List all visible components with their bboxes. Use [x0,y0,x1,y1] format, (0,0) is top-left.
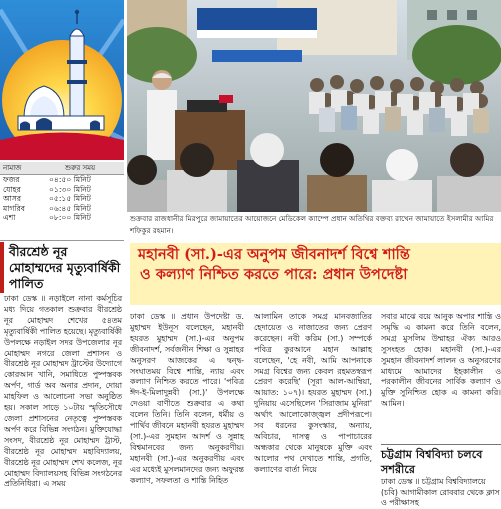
main-article-column-2: আলামিন তাকে সমগ্র মানবজাতির হেদায়েত ও নাজাতের জন্য প্রেরণ করেছেন। নবী করিম (সা.) সম্পর্কে পবিত্র কুরআনে মহান আল্লাহ বলেছেন, 'হে নবী, আমি আপনাকে সমগ্র বিশ্বের জন্য কেবল রহমতস্বরূপ প্রেরণ করেছি' (সূরা আল-আম্বিয়া, আয়াত: ১০৭)। হযরত মুহাম্মদ (সা.) দুনিয়ায় এসেছিলেন 'সিরাজাম মুনিরা' অর্থাৎ আলোকোজ্জ্বল প্রদীপরূপে। সব ধরনের কুসংস্কার, অন্যায়, অবিচার, দাসত্ব ও পাপাচারের অন্ধকার থেকে মানুষকে মুক্তি এবং আলোর পথ দেখাতে শান্তি, প্রগতি, কল্যাণের বার্তা নিয়ে [254,312,372,474]
main-headline[interactable] [130,243,501,305]
main-article-column-1: ঢাকা ডেস্ক ॥ প্রধান উপদেষ্টা ড. মুহাম্মদ ইউনূস বলেছেন, মহানবী হযরত মুহাম্মদ (সা.)-এর অনুপম জীবনাদর্শ, সর্বজনীন শিক্ষা ও সুন্নাহর অনুসরণ আজকের এ দ্বন্দ্ব-সংঘাতময় বিশ্বে শান্তি, ন্যায় এবং কল্যাণ নিশ্চিত করতে পারে। 'পবিত্র ঈদ-ই-মিলাদুন্নবী (সা.)' উপলক্ষে দেওয়া বাণীতে শুক্রবার এ কথা বলেন তিনি। তিনি বলেন, ধর্মীয় ও পার্থিব জীবনে মহানবী হযরত মুহাম্মদ (সা.)-এর সুমহান আদর্শ ও সুন্নাহ বিশ্বমানবের জন্য অনুকরণীয়। মহানবী (সা.)-এর অনুকরণীয় এবং এর মধ্যেই মুসলমানদের জন্য অফুরন্ত কল্যাণ, সফলতা ও শান্তি নিহিত [130,312,244,485]
prayer-time: ০৫:১৫ মিনিট [49,194,91,203]
left-article-headline[interactable]: বীরশ্রেষ্ঠ নূর মোহাম্মদের মৃত্যুবার্ষিকী পালিত [0,242,124,293]
prayer-name: আসর [3,194,22,203]
prayer-row [0,213,124,223]
prayer-table-header [0,162,124,175]
main-article-column-3 [381,312,501,447]
side-article-body: ঢাকা ডেস্ক ॥ চট্টগ্রাম বিশ্ববিদ্যালয়ে (চবি) আগামীকাল রোববার থেকে ক্লাস ও পরীক্ষাসহ [381,477,500,507]
prayer-col-name-header: নামাজ [3,164,22,172]
mosque-logo [0,0,124,160]
prayer-time: ০৪:৫০ মিনিট [49,175,91,184]
prayer-row [0,204,124,214]
main-article-column-3-text: সবার মাঝে বয়ে আনুক অপার শান্তি ও সমৃদ্ধি এ কামনা করে তিনি বলেন, সমগ্র মুসলিম উম্মাহর ঐক্য আরও সুসংহত হোক। মহানবী (সা.)-এর সুমহান জীবনাদর্শ লালন ও অনুসরণের মাধ্যমে আমাদের ইহকালীন ও পরকালীন জীবনের সার্বিক কল্যাণ ও মুক্তি সুনিশ্চিত হোক এ কামনা করি। আমিন। [381,312,501,409]
prayer-time: ০১:৩০ মিনিট [49,184,91,194]
prayer-time-table [0,162,124,223]
prayer-name: এশা [3,213,16,222]
main-headline-line2: ও কল্যাণ নিশ্চিত করতে পারে: প্রধান উপদেষ্টা [140,266,408,283]
prayer-name: মাগরিব [3,203,25,213]
prayer-row [0,194,124,204]
photo-caption: শুক্রবার রাজধানীর মিরপুরে জামায়াতের আয়োজনে মেডিকেল ক্যাম্পে প্রধান অতিথির বক্তব্য রাখেন জামায়াতে ইসলামীর আমির শফিকুর রহমান। [130,214,494,235]
side-article [381,444,501,507]
prayer-name: যোহর [3,184,21,194]
prayer-name: ফজর [3,175,20,184]
prayer-col-time-header: শুরুর সময় [65,164,96,172]
left-article [0,240,124,497]
prayer-time: ০৮:০০ মিনিট [49,213,91,222]
left-article-body: ঢাকা ডেস্ক ॥ নড়াইলে নানা কর্মসূচির মধ্য দিয়ে গতকাল শুক্রবার বীরশ্রেষ্ঠ নূর মোহাম্মদ শেখের ৫৪তম মৃত্যুবার্ষিকী পালিত হয়েছে। মৃত্যুবার্ষিকী উপলক্ষে নড়াইল সদর উপজেলার নূর মোহাম্মদ নগরে জেলা প্রশাসন ও বীরশ্রেষ্ঠ নূর মোহাম্মদ ট্রাস্টের উদ্যোগে কোরআন খানি, সমাধিতে পুষ্পস্তবক অর্পণ, গার্ড অব অনার প্রদান, দোয়া মাহফিল ও আলোচনা সভা অনুষ্ঠিত হয়। সকাল সাড়ে ১০টায় স্মৃতিসৌধে জেলা প্রশাসনের নেতৃত্বে পুষ্পস্তবক অর্পণ করে বিভিন্ন সংগঠন। মুক্তিযোদ্ধা সংসদ, বীরশ্রেষ্ঠ নূর মোহাম্মদ ট্রাস্ট, বীরশ্রেষ্ঠ নূর মোহাম্মদ মহাবিদ্যালয়, বীরশ্রেষ্ঠ নূর মোহাম্মদ শেখ কলেজ, নূর মোহাম্মদ বিদ্যালয়সহ বিভিন্ন সংগঠনের প্রতিনিধিরা। এ সময় [4,294,122,489]
prayer-time: ০৬:৪৫ মিনিট [49,203,91,213]
prayer-row [0,175,124,185]
side-article-headline[interactable]: চট্টগ্রাম বিশ্ববিদ্যা চলবে সশরীরে [381,447,483,476]
main-headline-line1: মহানবী (সা.)-এর অনুপম জীবনাদর্শ বিশ্বে শান্তি [138,246,410,263]
news-photo [127,0,501,212]
prayer-row [0,185,124,195]
